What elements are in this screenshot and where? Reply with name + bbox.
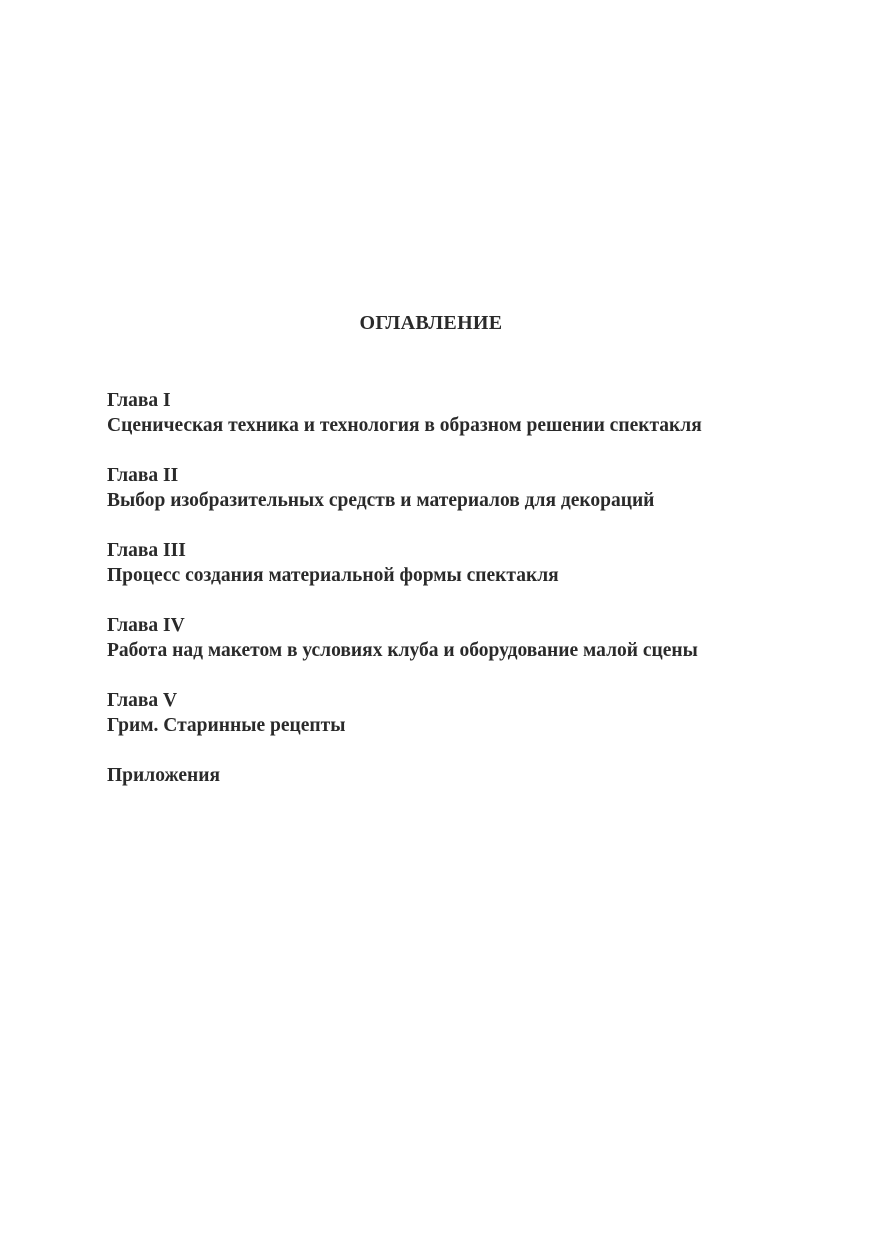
toc-entry-chapter-4[interactable] — [107, 613, 702, 663]
toc-entry-chapter-5[interactable] — [107, 688, 702, 738]
toc-entry-heading: Выбор изобразительных средств и материалов для декораций — [107, 490, 655, 511]
toc-entry-chapter-3[interactable] — [107, 538, 702, 588]
toc-entry-appendices[interactable] — [107, 763, 702, 788]
toc-entry-chapter-2[interactable] — [107, 463, 702, 513]
toc-entry-label: Глава V — [107, 690, 178, 711]
toc-entry-label: Глава III — [107, 540, 186, 561]
page-title — [0, 312, 875, 335]
page-title-text: ОГЛАВЛЕНИЕ — [359, 312, 503, 334]
toc-entry-chapter-1[interactable] — [107, 388, 702, 438]
table-of-contents — [107, 388, 702, 813]
toc-entry-label: Глава I — [107, 390, 171, 411]
toc-entry-heading: Грим. Старинные рецепты — [107, 715, 346, 736]
toc-entry-label: Глава IV — [107, 615, 185, 636]
toc-entry-label: Глава II — [107, 465, 179, 486]
toc-entry-label: Приложения — [107, 765, 221, 786]
toc-entry-heading: Работа над макетом в условиях клуба и оборудование малой сцены — [107, 640, 698, 661]
toc-entry-heading: Сценическая техника и технология в образном решении спектакля — [107, 415, 702, 436]
toc-entry-heading: Процесс создания материальной формы спектакля — [107, 565, 559, 586]
